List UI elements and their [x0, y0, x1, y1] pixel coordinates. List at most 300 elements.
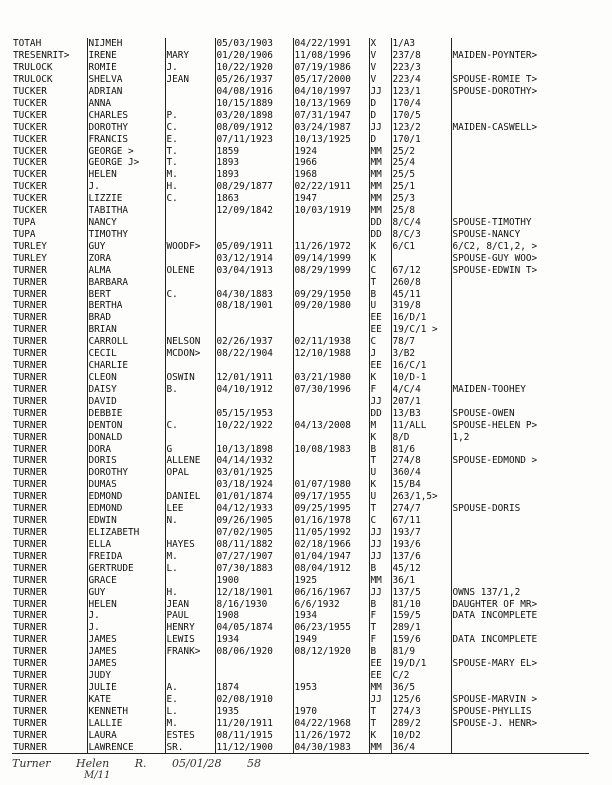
- birth-date-cell: 1900: [215, 574, 293, 586]
- section-cell: MM: [369, 682, 391, 694]
- middle-name-cell: H.: [165, 181, 215, 193]
- notes-cell: [451, 396, 589, 408]
- surname-cell: TOTAH: [13, 38, 42, 50]
- birth-date-cell: 04/05/1874: [215, 622, 293, 634]
- lot-cell: 193/7: [391, 527, 451, 539]
- lot-cell: 36/4: [391, 741, 451, 753]
- middle-name-cell: ESTES: [165, 729, 215, 741]
- lot-cell: 223/3: [391, 62, 451, 74]
- birth-date-cell: [215, 360, 293, 372]
- table-row: [12, 288, 589, 300]
- middle-name-cell: J.: [165, 62, 215, 74]
- given-name-cell: GUY: [87, 241, 165, 253]
- middle-name-cell: [165, 86, 215, 98]
- given-name-cell: ELIZABETH: [87, 527, 165, 539]
- surname-cell: TURNER: [13, 455, 47, 467]
- lot-cell: 159/5: [391, 610, 451, 622]
- table-row: [12, 229, 589, 241]
- section-cell: U: [369, 300, 391, 312]
- table-row: [12, 86, 589, 98]
- table-row: [12, 586, 589, 598]
- death-date-cell: 04/13/2008: [293, 420, 369, 432]
- death-date-cell: 6/6/1932: [293, 598, 369, 610]
- table-row: [12, 729, 589, 741]
- notes-cell: SPOUSE-MARY EL>: [451, 658, 589, 670]
- death-date-cell: 09/17/1955: [293, 491, 369, 503]
- surname-cell: TURNER: [13, 646, 47, 658]
- notes-cell: SPOUSE-HELEN P>: [451, 420, 589, 432]
- death-date-cell: 01/07/1980: [293, 479, 369, 491]
- given-name-cell: CHARLIE: [87, 360, 165, 372]
- birth-date-cell: [215, 658, 293, 670]
- handwritten-given-name: Helen: [76, 757, 110, 770]
- section-cell: F: [369, 634, 391, 646]
- section-cell: MM: [369, 574, 391, 586]
- lot-cell: 137/6: [391, 551, 451, 563]
- notes-cell: DAUGHTER OF MR>: [451, 598, 589, 610]
- surname-cell: TUCKER: [13, 181, 47, 193]
- surname-cell: TURNER: [13, 717, 47, 729]
- given-name-cell: LAURA: [87, 729, 165, 741]
- table-row: [12, 431, 589, 443]
- table-row: [12, 121, 589, 133]
- section-cell: JJ: [369, 539, 391, 551]
- table-row: [12, 670, 589, 682]
- section-cell: K: [369, 372, 391, 384]
- middle-name-cell: C.: [165, 121, 215, 133]
- middle-name-cell: N.: [165, 515, 215, 527]
- surname-cell: TUCKER: [13, 121, 47, 133]
- section-cell: K: [369, 241, 391, 253]
- middle-name-cell: C.: [165, 288, 215, 300]
- lot-cell: 11/ALL: [391, 420, 451, 432]
- section-cell: T: [369, 503, 391, 515]
- notes-cell: SPOUSE-EDMOND >: [451, 455, 589, 467]
- given-name-cell: JAMES: [87, 658, 165, 670]
- given-name-cell: FRANCIS: [87, 133, 165, 145]
- given-name-cell: DOROTHY: [87, 121, 165, 133]
- section-cell: JJ: [369, 527, 391, 539]
- section-cell: C: [369, 265, 391, 277]
- given-name-cell: DAVID: [87, 396, 165, 408]
- surname-cell: TURNER: [13, 419, 47, 431]
- lot-cell: 274/7: [391, 503, 451, 515]
- table-row: [12, 312, 589, 324]
- surname-cell: TUCKER: [13, 157, 47, 169]
- lot-cell: 6/C1: [391, 241, 451, 253]
- section-cell: JJ: [369, 694, 391, 706]
- lot-cell: 289/2: [391, 718, 451, 730]
- death-date-cell: [293, 229, 369, 241]
- birth-date-cell: 07/27/1907: [215, 551, 293, 563]
- middle-name-cell: [165, 408, 215, 420]
- given-name-cell: ZORA: [87, 253, 165, 265]
- notes-cell: [451, 539, 589, 551]
- birth-date-cell: [215, 229, 293, 241]
- section-cell: T: [369, 622, 391, 634]
- section-cell: F: [369, 384, 391, 396]
- given-name-cell: J.: [87, 181, 165, 193]
- death-date-cell: [293, 312, 369, 324]
- notes-cell: SPOUSE-J. HENR>: [451, 718, 589, 730]
- notes-cell: [451, 646, 589, 658]
- notes-cell: DATA INCOMPLETE: [451, 634, 589, 646]
- given-name-cell: J.: [87, 610, 165, 622]
- lot-cell: 15/B4: [391, 479, 451, 491]
- section-cell: MM: [369, 181, 391, 193]
- given-name-cell: CHARLES: [87, 110, 165, 122]
- given-name-cell: NIJMEH: [87, 38, 165, 50]
- surname-cell: TURNER: [13, 670, 47, 682]
- surname-cell: TURNER: [12, 741, 87, 753]
- middle-name-cell: H.: [165, 586, 215, 598]
- given-name-cell: DORIS: [87, 455, 165, 467]
- surname-cell: TURNER: [13, 479, 47, 491]
- section-cell: DD: [369, 229, 391, 241]
- table-row: [12, 420, 589, 432]
- given-name-cell: BERT: [87, 288, 165, 300]
- middle-name-cell: C.: [165, 420, 215, 432]
- given-name-cell: DORA: [87, 443, 165, 455]
- notes-cell: [451, 300, 589, 312]
- surname-cell: TURNER: [13, 634, 47, 646]
- middle-name-cell: PAUL: [165, 610, 215, 622]
- birth-date-cell: 04/30/1883: [215, 288, 293, 300]
- death-date-cell: 02/11/1938: [293, 336, 369, 348]
- section-cell: MM: [369, 741, 391, 753]
- middle-name-cell: L.: [165, 563, 215, 575]
- lot-cell: 319/8: [391, 300, 451, 312]
- birth-date-cell: 01/20/1906: [215, 50, 293, 62]
- lot-cell: 123/2: [391, 121, 451, 133]
- section-cell: B: [369, 598, 391, 610]
- section-cell: JJ: [369, 551, 391, 563]
- surname-cell: TURNER: [13, 443, 47, 455]
- death-date-cell: [293, 670, 369, 682]
- notes-cell: [451, 741, 589, 753]
- lot-cell: 25/5: [391, 169, 451, 181]
- birth-date-cell: 03/12/1914: [215, 253, 293, 265]
- birth-date-cell: 11/20/1911: [215, 718, 293, 730]
- given-name-cell: EDMOND: [87, 491, 165, 503]
- notes-cell: 1,2: [451, 431, 589, 443]
- table-row: [12, 133, 589, 145]
- middle-name-cell: [165, 574, 215, 586]
- given-name-cell: J.: [87, 622, 165, 634]
- middle-name-cell: SR.: [165, 741, 215, 753]
- notes-cell: 6/C2, 8/C1,2, >: [451, 241, 589, 253]
- birth-date-cell: [215, 431, 293, 443]
- birth-date-cell: 1893: [215, 169, 293, 181]
- surname-cell: TURNER: [13, 300, 47, 312]
- notes-cell: [451, 360, 589, 372]
- table-row: [12, 551, 589, 563]
- birth-date-cell: 04/08/1916: [215, 86, 293, 98]
- given-name-cell: NANCY: [87, 217, 165, 229]
- birth-date-cell: 05/15/1953: [215, 408, 293, 420]
- notes-cell: [451, 62, 589, 74]
- given-name-cell: ELLA: [87, 539, 165, 551]
- death-date-cell: 10/13/1969: [293, 98, 369, 110]
- birth-date-cell: 05/09/1911: [215, 241, 293, 253]
- given-name-cell: DAISY: [87, 384, 165, 396]
- section-cell: T: [369, 276, 391, 288]
- table-row: [12, 50, 589, 62]
- given-name-cell: ADRIAN: [87, 86, 165, 98]
- lot-cell: C/2: [391, 670, 451, 682]
- middle-name-cell: G: [165, 443, 215, 455]
- death-date-cell: [293, 360, 369, 372]
- table-row: [12, 682, 589, 694]
- given-name-cell: TIMOTHY: [87, 229, 165, 241]
- section-cell: T: [369, 718, 391, 730]
- notes-cell: SPOUSE-NANCY: [451, 229, 589, 241]
- middle-name-cell: M.: [165, 169, 215, 181]
- birth-date-cell: 08/11/1915: [215, 729, 293, 741]
- notes-cell: MAIDEN-CASWELL>: [451, 121, 589, 133]
- table-row: [12, 491, 589, 503]
- middle-name-cell: [165, 98, 215, 110]
- death-date-cell: 11/26/1972: [293, 241, 369, 253]
- lot-cell: 3/B2: [391, 348, 451, 360]
- notes-cell: SPOUSE-MARVIN >: [451, 694, 589, 706]
- death-date-cell: 1949: [293, 634, 369, 646]
- notes-cell: [451, 515, 589, 527]
- lot-cell: 13/B3: [391, 408, 451, 420]
- death-date-cell: 03/21/1980: [293, 372, 369, 384]
- section-cell: K: [369, 431, 391, 443]
- lot-cell: 25/3: [391, 193, 451, 205]
- table-row: [12, 38, 589, 50]
- surname-cell: TUCKER: [13, 109, 47, 121]
- given-name-cell: BERTHA: [87, 300, 165, 312]
- lot-cell: 274/8: [391, 455, 451, 467]
- surname-cell: TURNER: [13, 395, 47, 407]
- table-row: [12, 455, 589, 467]
- middle-name-cell: LEWIS: [165, 634, 215, 646]
- death-date-cell: [293, 431, 369, 443]
- section-cell: V: [369, 74, 391, 86]
- birth-date-cell: 03/18/1924: [215, 479, 293, 491]
- surname-cell: TURNER: [13, 276, 47, 288]
- middle-name-cell: NELSON: [165, 336, 215, 348]
- middle-name-cell: [165, 431, 215, 443]
- birth-date-cell: 08/09/1912: [215, 121, 293, 133]
- birth-date-cell: 02/26/1937: [215, 336, 293, 348]
- death-date-cell: 11/08/1996: [293, 50, 369, 62]
- table-row: [12, 145, 589, 157]
- surname-cell: TURNER: [13, 610, 47, 622]
- handwritten-location: 58: [246, 757, 261, 770]
- birth-date-cell: 08/11/1882: [215, 539, 293, 551]
- lot-cell: 260/8: [391, 276, 451, 288]
- given-name-cell: EDMOND: [87, 503, 165, 515]
- section-cell: MM: [369, 205, 391, 217]
- handwritten-surname: Turner: [12, 757, 51, 770]
- birth-date-cell: 04/10/1912: [215, 384, 293, 396]
- section-cell: K: [369, 253, 391, 265]
- death-date-cell: 04/30/1983: [293, 741, 369, 753]
- table-row: [12, 527, 589, 539]
- lot-cell: 8/C/3: [391, 229, 451, 241]
- section-cell: D: [369, 98, 391, 110]
- notes-cell: [451, 443, 589, 455]
- death-date-cell: 09/25/1995: [293, 503, 369, 515]
- middle-name-cell: DANIEL: [165, 491, 215, 503]
- table-row: [12, 253, 589, 265]
- birth-date-cell: 12/18/1901: [215, 586, 293, 598]
- lot-cell: 16/D/1: [391, 312, 451, 324]
- birth-date-cell: 08/29/1877: [215, 181, 293, 193]
- surname-cell: TURNER: [13, 622, 47, 634]
- table-row: [12, 217, 589, 229]
- middle-name-cell: [165, 360, 215, 372]
- surname-cell: TURNER: [13, 503, 47, 515]
- section-cell: U: [369, 491, 391, 503]
- given-name-cell: DONALD: [87, 431, 165, 443]
- lot-cell: 36/1: [391, 574, 451, 586]
- surname-cell: TURNER: [13, 324, 47, 336]
- birth-date-cell: 1874: [215, 682, 293, 694]
- death-date-cell: [293, 324, 369, 336]
- death-date-cell: 07/19/1986: [293, 62, 369, 74]
- middle-name-cell: [165, 229, 215, 241]
- death-date-cell: 1953: [293, 682, 369, 694]
- birth-date-cell: 07/11/1923: [215, 133, 293, 145]
- surname-cell: TRULOCK: [13, 73, 53, 85]
- surname-cell: TURNER: [13, 348, 47, 360]
- notes-cell: [451, 622, 589, 634]
- table-row: [12, 336, 589, 348]
- middle-name-cell: T.: [165, 145, 215, 157]
- given-name-cell: GEORGE J>: [87, 157, 165, 169]
- table-row: [12, 694, 589, 706]
- given-name-cell: TABITHA: [87, 205, 165, 217]
- death-date-cell: 01/16/1978: [293, 515, 369, 527]
- notes-cell: SPOUSE-DORIS: [451, 503, 589, 515]
- surname-cell: TURNER: [13, 491, 47, 503]
- table-row: [12, 610, 589, 622]
- given-name-cell: IRENE: [87, 50, 165, 62]
- section-cell: MM: [369, 169, 391, 181]
- birth-date-cell: 04/12/1933: [215, 503, 293, 515]
- death-date-cell: 08/29/1999: [293, 265, 369, 277]
- given-name-cell: JULIE: [87, 682, 165, 694]
- lot-cell: 360/4: [391, 467, 451, 479]
- death-date-cell: 02/18/1966: [293, 539, 369, 551]
- middle-name-cell: M.: [165, 718, 215, 730]
- surname-cell: TURNER: [13, 288, 47, 300]
- middle-name-cell: FRANK>: [165, 646, 215, 658]
- notes-cell: [451, 98, 589, 110]
- handwritten-entry: [12, 757, 261, 770]
- surname-cell: TURLEY: [13, 240, 47, 252]
- birth-date-cell: 08/22/1904: [215, 348, 293, 360]
- death-date-cell: 04/10/1997: [293, 86, 369, 98]
- given-name-cell: SHELVA: [87, 74, 165, 86]
- table-row: [12, 706, 589, 718]
- lot-cell: 237/8: [391, 50, 451, 62]
- surname-cell: TURNER: [13, 527, 47, 538]
- birth-date-cell: 1935: [215, 706, 293, 718]
- given-name-cell: ANNA: [87, 98, 165, 110]
- middle-name-cell: [165, 658, 215, 670]
- birth-date-cell: 11/12/1900: [215, 741, 293, 753]
- middle-name-cell: [165, 479, 215, 491]
- section-cell: EE: [369, 324, 391, 336]
- notes-cell: [451, 312, 589, 324]
- lot-cell: 10/D-1: [391, 372, 451, 384]
- given-name-cell: DOROTHY: [87, 467, 165, 479]
- given-name-cell: DUMAS: [87, 479, 165, 491]
- birth-date-cell: 03/20/1898: [215, 110, 293, 122]
- lot-cell: 36/5: [391, 682, 451, 694]
- birth-date-cell: [215, 276, 293, 288]
- section-cell: DD: [369, 408, 391, 420]
- middle-name-cell: [165, 396, 215, 408]
- birth-date-cell: [215, 217, 293, 229]
- lot-cell: 8/C/4: [391, 217, 451, 229]
- surname-cell: TUCKER: [13, 169, 47, 181]
- birth-date-cell: 8/16/1930: [215, 598, 293, 610]
- birth-date-cell: 05/03/1903: [215, 38, 293, 50]
- section-cell: MM: [369, 157, 391, 169]
- death-date-cell: 1966: [293, 157, 369, 169]
- birth-date-cell: 12/01/1911: [215, 372, 293, 384]
- birth-date-cell: 1908: [215, 610, 293, 622]
- given-name-cell: HELEN: [87, 598, 165, 610]
- lot-cell: 25/2: [391, 145, 451, 157]
- notes-cell: SPOUSE-TIMOTHY: [451, 217, 589, 229]
- lot-cell: 81/6: [391, 443, 451, 455]
- middle-name-cell: [165, 217, 215, 229]
- notes-cell: [451, 372, 589, 384]
- middle-name-cell: [165, 324, 215, 336]
- middle-name-cell: OSWIN: [165, 372, 215, 384]
- death-date-cell: [293, 467, 369, 479]
- section-cell: MM: [369, 145, 391, 157]
- given-name-cell: LIZZIE: [87, 193, 165, 205]
- notes-cell: [451, 467, 589, 479]
- middle-name-cell: WOODF>: [165, 241, 215, 253]
- notes-cell: [451, 729, 589, 741]
- given-name-cell: ALMA: [87, 265, 165, 277]
- notes-cell: [451, 479, 589, 491]
- death-date-cell: 01/04/1947: [293, 551, 369, 563]
- notes-cell: [451, 38, 589, 50]
- middle-name-cell: E.: [165, 694, 215, 706]
- birth-date-cell: 1893: [215, 157, 293, 169]
- surname-cell: TURNER: [13, 550, 47, 562]
- notes-cell: SPOUSE-PHYLLIS: [451, 706, 589, 718]
- table-row: [12, 718, 589, 730]
- burial-record-table: [12, 38, 589, 754]
- death-date-cell: [293, 694, 369, 706]
- birth-date-cell: 10/13/1898: [215, 443, 293, 455]
- section-cell: C: [369, 515, 391, 527]
- section-cell: JJ: [369, 396, 391, 408]
- section-cell: EE: [369, 658, 391, 670]
- lot-cell: [391, 253, 451, 265]
- lot-cell: 274/3: [391, 706, 451, 718]
- given-name-cell: CECIL: [87, 348, 165, 360]
- lot-cell: 19/D/1: [391, 658, 451, 670]
- lot-cell: 67/12: [391, 265, 451, 277]
- surname-cell: TRESENRIT>: [13, 50, 70, 62]
- given-name-cell: KENNETH: [87, 706, 165, 718]
- given-name-cell: BRIAN: [87, 324, 165, 336]
- lot-cell: 4/C/4: [391, 384, 451, 396]
